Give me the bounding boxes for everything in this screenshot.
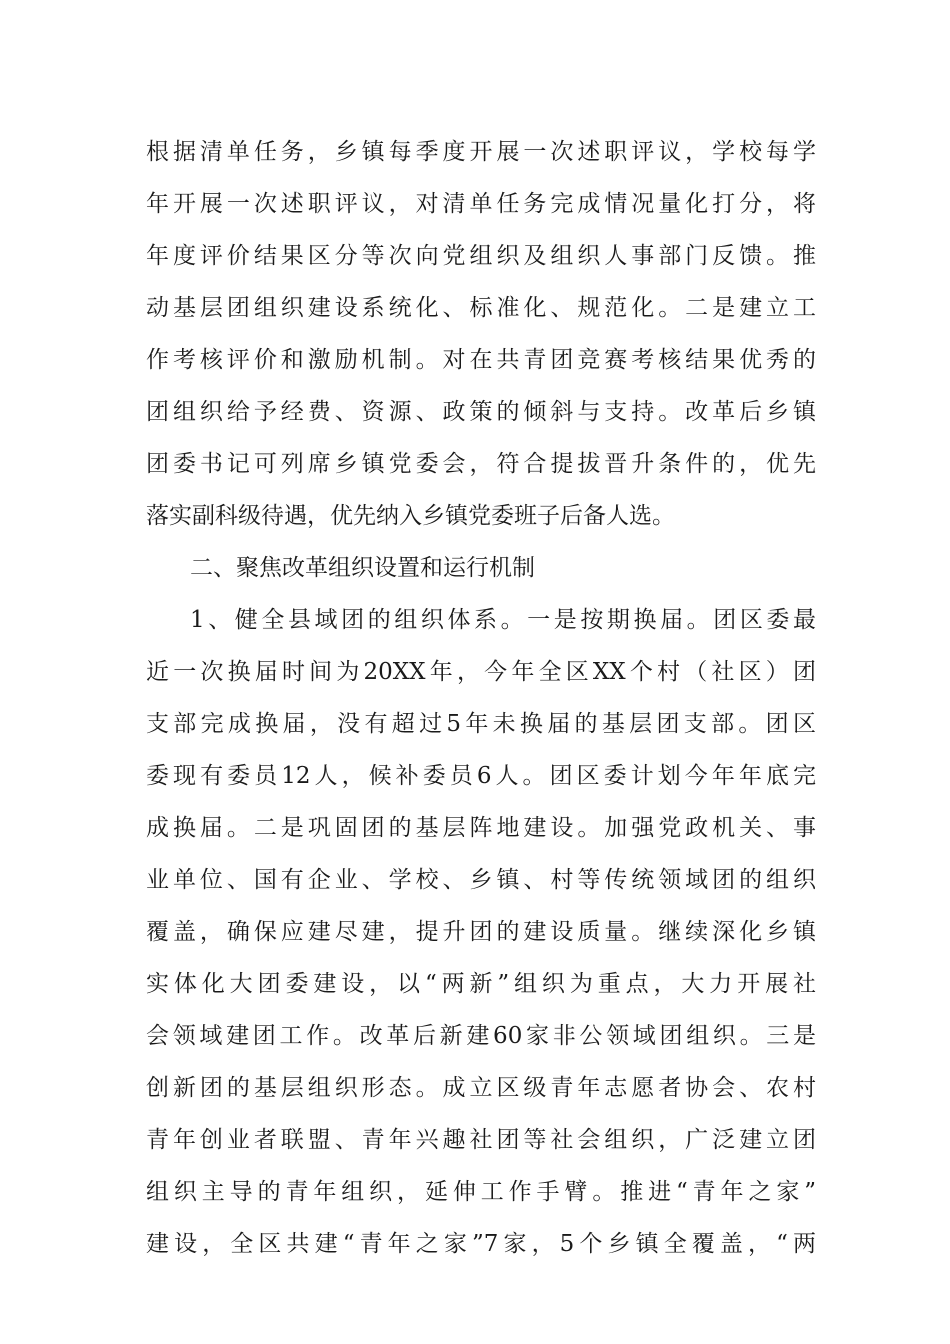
section-heading: 二、聚焦改革组织设置和运行机制	[190, 555, 535, 581]
paragraph-line: 会领域建团工作。改革后新建60家非公领域团组织。三是	[146, 1023, 816, 1049]
paragraph-line: 成换届。二是巩固团的基层阵地建设。加强党政机关、事	[146, 815, 816, 841]
paragraph-line: 实体化大团委建设，以“两新”组织为重点，大力开展社	[146, 971, 816, 997]
paragraph-line: 落实副科级待遇，优先纳入乡镇党委班子后备人选。	[146, 503, 675, 529]
paragraph-line: 近一次换届时间为20XX年，今年全区XX个村（社区）团	[146, 659, 816, 685]
paragraph-line: 1、健全县域团的组织体系。一是按期换届。团区委最	[190, 607, 816, 633]
paragraph-line: 团委书记可列席乡镇党委会，符合提拔晋升条件的，优先	[146, 451, 816, 477]
paragraph-line: 支部完成换届，没有超过5年未换届的基层团支部。团区	[146, 711, 816, 737]
paragraph-line: 覆盖，确保应建尽建，提升团的建设质量。继续深化乡镇	[146, 919, 816, 945]
paragraph-line: 创新团的基层组织形态。成立区级青年志愿者协会、农村	[146, 1075, 816, 1101]
paragraph-line: 年开展一次述职评议，对清单任务完成情况量化打分，将	[146, 191, 816, 217]
paragraph-line: 建设，全区共建“青年之家”7家，5个乡镇全覆盖，“两	[146, 1231, 816, 1257]
paragraph-line: 组织主导的青年组织，延伸工作手臂。推进“青年之家”	[146, 1179, 816, 1205]
paragraph-line: 年度评价结果区分等次向党组织及组织人事部门反馈。推	[146, 243, 816, 269]
paragraph-line: 业单位、国有企业、学校、乡镇、村等传统领域团的组织	[146, 867, 816, 893]
paragraph-line: 作考核评价和激励机制。对在共青团竞赛考核结果优秀的	[146, 347, 816, 373]
paragraph-line: 动基层团组织建设系统化、标准化、规范化。二是建立工	[146, 295, 816, 321]
paragraph-line: 团组织给予经费、资源、政策的倾斜与支持。改革后乡镇	[146, 399, 816, 425]
paragraph-line: 委现有委员12人，候补委员6人。团区委计划今年年底完	[146, 763, 816, 789]
paragraph-line: 根据清单任务，乡镇每季度开展一次述职评议，学校每学	[146, 139, 816, 165]
paragraph-line: 青年创业者联盟、青年兴趣社团等社会组织，广泛建立团	[146, 1127, 816, 1153]
